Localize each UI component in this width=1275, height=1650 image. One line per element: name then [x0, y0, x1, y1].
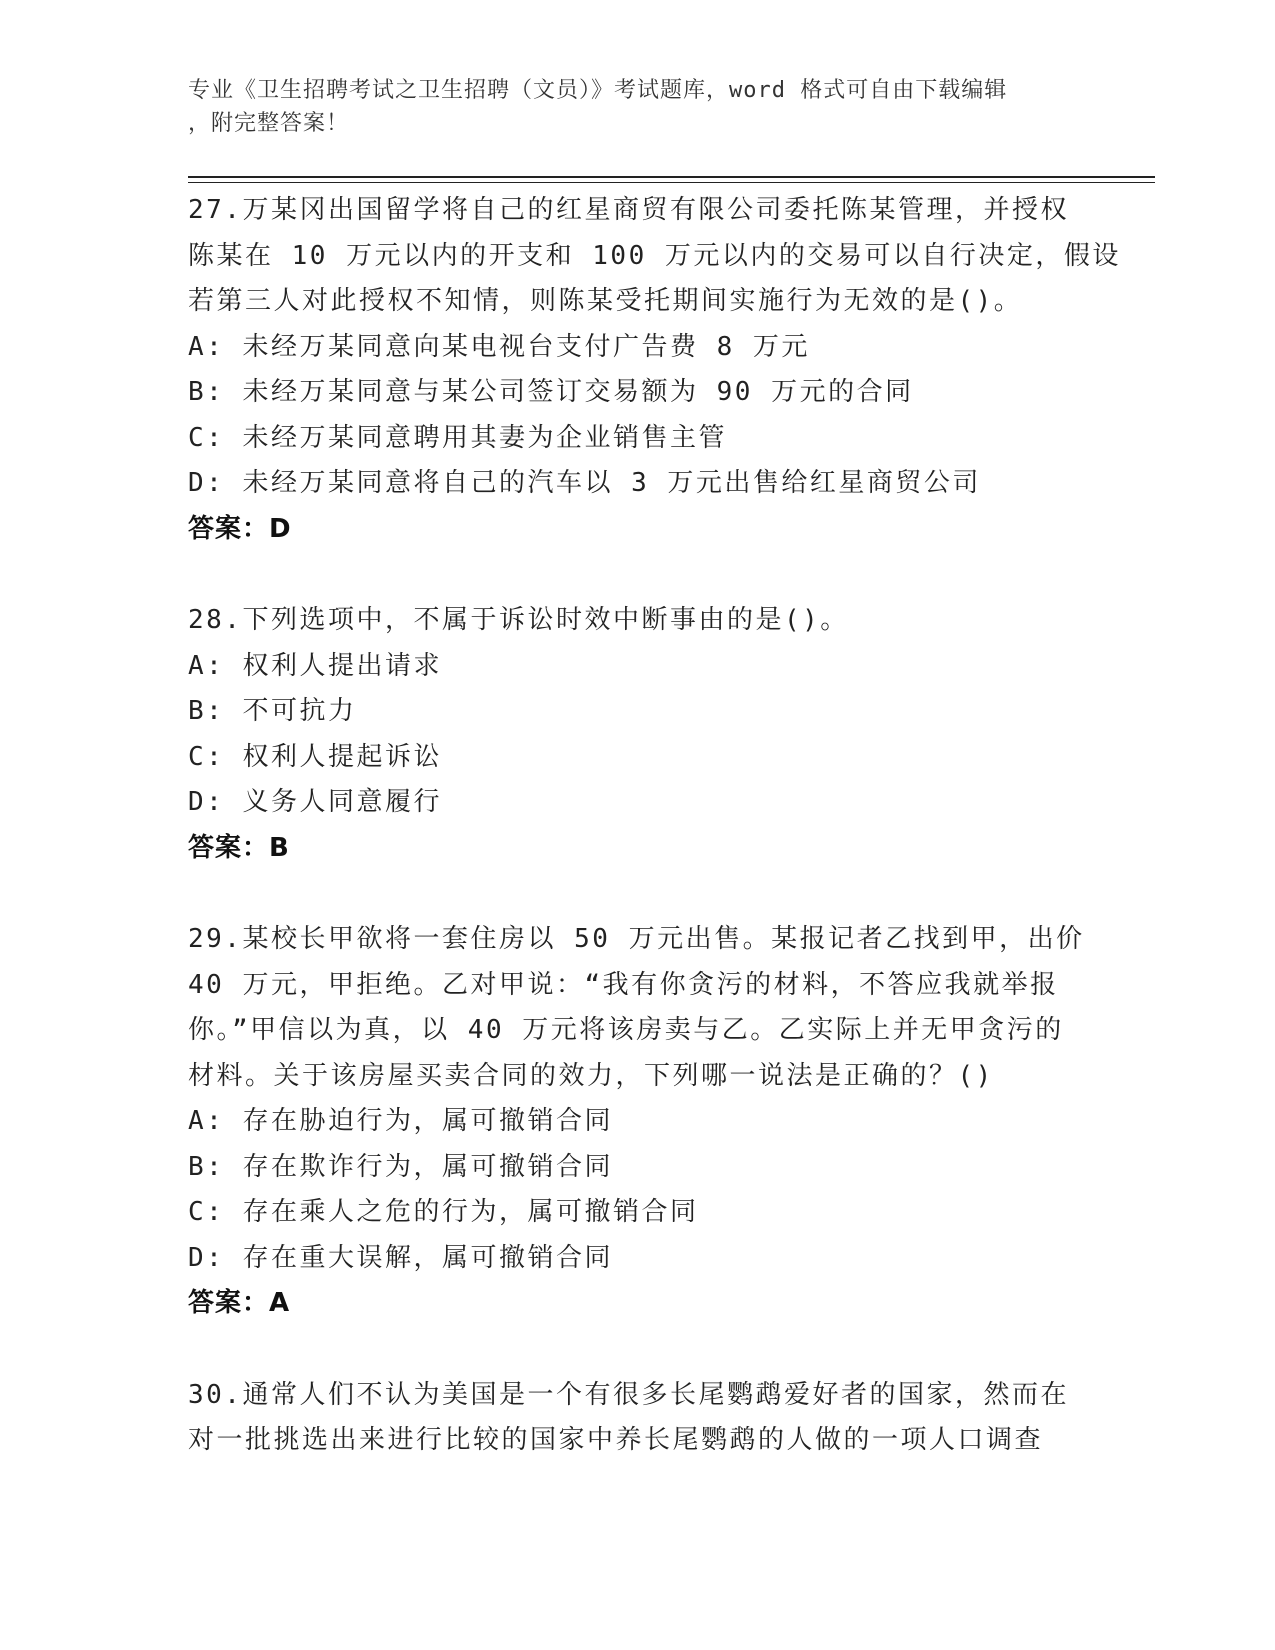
question-28 [188, 598, 1088, 871]
answer-label: 答案：A [188, 1288, 291, 1318]
option-a: A: 权利人提出请求 [188, 650, 442, 681]
question-stem-line: 材料。关于该房屋买卖合同的效力，下列哪一说法是正确的？() [188, 1060, 994, 1091]
header-line-2: ，附完整答案！ [188, 111, 350, 136]
question-stem-line: 29.某校长甲欲将一套住房以 50 万元出售。某报记者乙找到甲，出价 [188, 924, 1085, 954]
option-c: C: 未经万某同意聘用其妻为企业销售主管 [188, 422, 727, 453]
option-c: C: 权利人提起诉讼 [188, 741, 442, 772]
question-stem-line: 27.万某冈出国留学将自己的红星商贸有限公司委托陈某管理，并授权 [188, 195, 1069, 225]
header-line-1: 专业《卫生招聘考试之卫生招聘（文员）》考试题库，word 格式可自由下载编辑 [188, 78, 1008, 103]
option-b: B: 存在欺诈行为，属可撤销合同 [188, 1151, 613, 1182]
option-d: D: 义务人同意履行 [188, 787, 442, 817]
header-divider-thin [188, 182, 1155, 183]
question-stem-line: 40 万元，甲拒绝。乙对甲说：“我有你贪污的材料，不答应我就举报 [188, 969, 1059, 1000]
answer-label: 答案：D [188, 513, 292, 544]
option-b: B: 不可抗力 [188, 696, 357, 726]
question-27 [188, 188, 1121, 552]
question-list [188, 188, 1121, 1510]
option-b: B: 未经万某同意与某公司签订交易额为 90 万元的合同 [188, 377, 914, 407]
option-a: A: 存在胁迫行为，属可撤销合同 [188, 1106, 613, 1136]
document-header [188, 74, 1088, 140]
header-divider-thick [188, 176, 1155, 178]
question-stem-line: 对一批挑选出来进行比较的国家中养长尾鹦鹉的人做的一项人口调查 [188, 1425, 1044, 1455]
question-stem-line: 你。”甲信以为真，以 40 万元将该房卖与乙。乙实际上并无甲贪污的 [188, 1015, 1064, 1045]
option-a: A: 未经万某同意向某电视台支付广告费 8 万元 [188, 331, 810, 362]
answer-label: 答案：B [188, 832, 290, 863]
question-stem-line: 28.下列选项中，不属于诉讼时效中断事由的是()。 [188, 605, 849, 635]
question-stem-line: 30.通常人们不认为美国是一个有很多长尾鹦鹉爱好者的国家，然而在 [188, 1379, 1069, 1410]
option-d: D: 存在重大误解，属可撤销合同 [188, 1242, 613, 1273]
question-29 [188, 917, 1088, 1327]
question-30 [188, 1373, 1088, 1464]
option-d: D: 未经万某同意将自己的汽车以 3 万元出售给红星商贸公司 [188, 468, 981, 498]
question-stem-line: 陈某在 10 万元以内的开支和 100 万元以内的交易可以自行决定，假设 [188, 240, 1121, 271]
option-c: C: 存在乘人之危的行为，属可撤销合同 [188, 1197, 699, 1227]
question-stem-line: 若第三人对此授权不知情，则陈某受托期间实施行为无效的是()。 [188, 286, 1023, 316]
